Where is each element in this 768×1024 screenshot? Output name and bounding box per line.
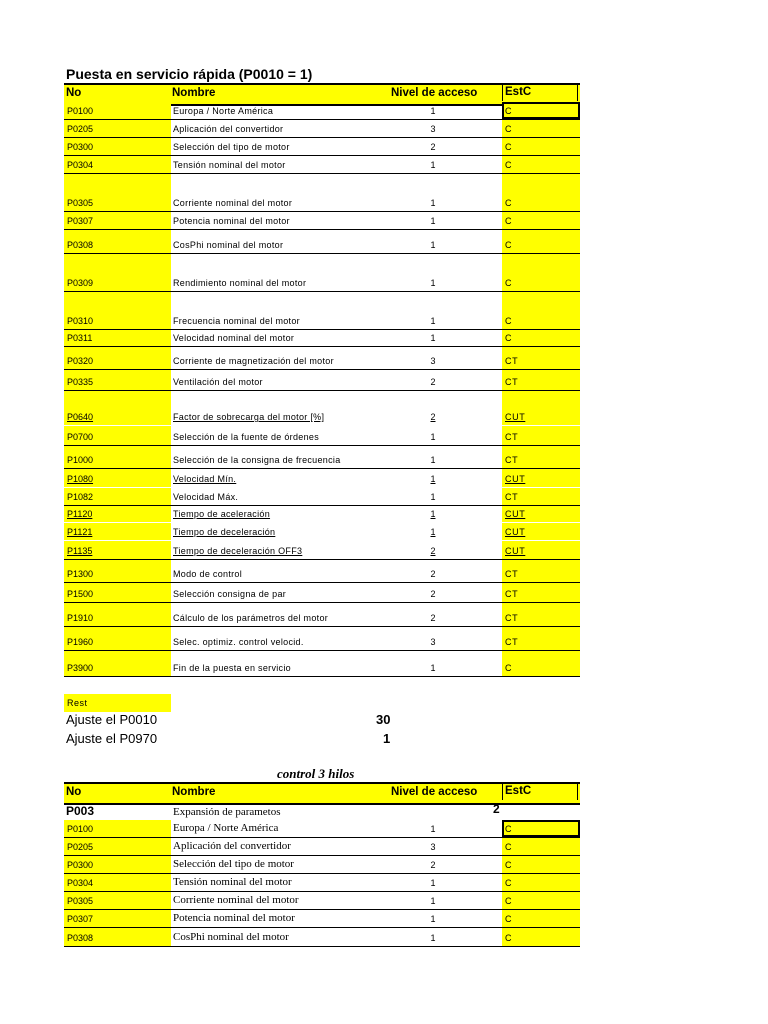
cell-nivel: 1 (430, 663, 436, 673)
cell-nivel: 1 (430, 316, 436, 326)
cell-no: P1300 (64, 560, 171, 582)
cell-nombre: Frecuencia nominal del motor (173, 316, 300, 326)
cell-nivel: 3 (430, 124, 436, 134)
cell-nivel: 1 (430, 824, 436, 834)
table-row (64, 523, 580, 540)
cell-nombre: Tensión nominal del motor (173, 160, 286, 170)
cell-estc: C (502, 230, 580, 253)
header-nivel: Nivel de acceso (391, 786, 478, 798)
header-no: No (66, 87, 82, 99)
p003-nivel: 2 (493, 802, 500, 816)
ajuste1-label: Ajuste el P0010 (66, 712, 158, 727)
cell-estc: C (502, 120, 580, 137)
cell-nombre: Fin de la puesta en servicio (173, 663, 291, 673)
cell-estc: C (502, 254, 580, 291)
table-row (64, 230, 580, 254)
cell-nombre: Aplicación del convertidor (173, 124, 284, 134)
cell-estc: C (502, 102, 580, 119)
cell-nombre: Velocidad Máx. (173, 492, 239, 502)
cell-nombre: Modo de control (173, 569, 243, 579)
cell-estc: CUT (502, 506, 580, 522)
table-row (64, 391, 580, 425)
table-row (64, 560, 580, 583)
cell-estc: CT (502, 488, 580, 505)
cell-no: P1121 (64, 523, 171, 540)
cell-nivel: 1 (430, 278, 436, 288)
cell-estc: CT (502, 583, 580, 602)
cell-nombre: Europa / Norte América (173, 106, 274, 116)
cell-nivel: 2 (430, 546, 436, 556)
cell-estc: CUT (502, 523, 580, 540)
cell-estc: C (502, 910, 580, 927)
table-row (64, 488, 580, 506)
cell-nivel: 1 (430, 474, 436, 484)
cell-nivel: 1 (430, 455, 436, 465)
cell-nivel: 2 (430, 589, 436, 599)
cell-nivel: 1 (430, 240, 436, 250)
cell-nombre: Corriente nominal del motor (173, 894, 299, 906)
section-subtitle: control 3 hilos (277, 766, 355, 781)
cell-nivel: 1 (430, 914, 436, 924)
cell-estc: CT (502, 347, 580, 369)
table-row (64, 212, 580, 230)
cell-no: P1500 (64, 583, 171, 602)
header-estc: EstC (502, 84, 578, 101)
cell-nombre: Selección del tipo de motor (173, 858, 294, 870)
header-no: No (66, 786, 82, 798)
header-nivel: Nivel de acceso (391, 87, 478, 99)
cell-nombre: Corriente nominal del motor (173, 198, 293, 208)
cell-no: P1135 (64, 541, 171, 559)
table-row (64, 254, 580, 292)
cell-nivel: 1 (430, 106, 436, 116)
cell-estc: C (502, 212, 580, 229)
cell-nivel: 1 (430, 527, 436, 537)
table-row (64, 426, 580, 446)
cell-estc: CT (502, 426, 580, 445)
cell-estc: C (502, 651, 580, 676)
cell-no: P1080 (64, 469, 171, 487)
cell-no: P1120 (64, 506, 171, 522)
cell-nombre: CosPhi nominal del motor (173, 240, 284, 250)
cell-estc: C (502, 330, 580, 346)
cell-estc: CT (502, 370, 580, 390)
cell-nombre: Aplicación del convertidor (173, 840, 291, 852)
p003-row (64, 802, 580, 820)
cell-no: P0308 (64, 928, 171, 946)
cell-no: P0320 (64, 347, 171, 369)
cell-estc: C (502, 856, 580, 873)
cell-estc: CT (502, 446, 580, 468)
table-row (64, 446, 580, 469)
cell-no: P0100 (64, 102, 171, 119)
cell-no: P0304 (64, 156, 171, 173)
cell-no: P0300 (64, 138, 171, 155)
cell-estc: CUT (502, 469, 580, 487)
cell-estc: CT (502, 560, 580, 582)
cell-no: P0640 (64, 391, 171, 425)
table-row (64, 892, 580, 910)
cell-no: P0205 (64, 120, 171, 137)
cell-nivel: 3 (430, 637, 436, 647)
cell-nivel: 1 (430, 896, 436, 906)
table-row (64, 370, 580, 391)
cell-nombre: Cálculo de los parámetros del motor (173, 613, 329, 623)
page-title: Puesta en servicio rápida (P0010 = 1) (66, 66, 313, 82)
cell-no: P1960 (64, 627, 171, 650)
cell-estc: C (502, 174, 580, 211)
cell-nivel: 1 (430, 216, 436, 226)
cell-nivel: 2 (430, 377, 436, 387)
cell-estc: C (502, 138, 580, 155)
cell-nivel: 2 (430, 569, 436, 579)
p003-nombre: Expansión de parametos (173, 806, 281, 818)
cell-nombre: Selección de la consigna de frecuencia (173, 455, 341, 465)
cell-nombre: Velocidad nominal del motor (173, 333, 295, 343)
table-row (64, 541, 580, 560)
table-row (64, 292, 580, 330)
p003-no: P003 (66, 804, 95, 818)
cell-no: P0311 (64, 330, 171, 346)
header-nombre: Nombre (172, 87, 216, 99)
cell-no: P0304 (64, 874, 171, 891)
cell-no: P3900 (64, 651, 171, 676)
cell-no: P0300 (64, 856, 171, 873)
cell-nombre: Factor de sobrecarga del motor [%] (173, 412, 325, 422)
cell-nivel: 1 (430, 492, 436, 502)
cell-no: P0205 (64, 838, 171, 855)
cell-nombre: CosPhi nominal del motor (173, 931, 289, 943)
cell-estc: CUT (502, 541, 580, 559)
cell-nombre: Tiempo de aceleración (173, 509, 271, 519)
table-row (64, 174, 580, 212)
cell-no: P0305 (64, 174, 171, 211)
cell-nombre: Tensión nominal del motor (173, 876, 292, 888)
cell-nombre: Selección consigna de par (173, 589, 287, 599)
table-row (64, 120, 580, 138)
cell-estc: C (502, 928, 580, 946)
cell-nivel: 2 (430, 142, 436, 152)
table-row (64, 874, 580, 892)
cell-no: P1000 (64, 446, 171, 468)
cell-nivel: 1 (430, 160, 436, 170)
cell-nombre: Selección del tipo de motor (173, 142, 290, 152)
table-row (64, 347, 580, 370)
cell-estc: C (502, 892, 580, 909)
cell-estc: CUT (502, 391, 580, 425)
cell-estc: C (502, 874, 580, 891)
table-row (64, 156, 580, 174)
table-row (64, 910, 580, 928)
cell-nombre: Selec. optimiz. control velocid. (173, 637, 304, 647)
cell-no: P0335 (64, 370, 171, 390)
cell-nivel: 1 (430, 333, 436, 343)
cell-nivel: 2 (430, 613, 436, 623)
header-estc: EstC (502, 783, 578, 800)
cell-no: P0307 (64, 212, 171, 229)
table-row (64, 820, 580, 838)
cell-nivel: 2 (430, 412, 436, 422)
table-row (64, 627, 580, 651)
rest-label: Rest (64, 694, 171, 712)
table-row (64, 838, 580, 856)
table-row (64, 138, 580, 156)
cell-estc: C (502, 156, 580, 173)
cell-nombre: Corriente de magnetización del motor (173, 356, 334, 366)
table-row (64, 856, 580, 874)
cell-nombre: Tiempo de deceleración (173, 527, 276, 537)
cell-nivel: 1 (430, 878, 436, 888)
cell-no: P0700 (64, 426, 171, 445)
cell-nombre: Selección de la fuente de órdenes (173, 432, 319, 442)
cell-no: P1910 (64, 603, 171, 626)
cell-nombre: Rendimiento nominal del motor (173, 278, 307, 288)
cell-nombre: Ventilación del motor (173, 377, 263, 387)
cell-estc: CT (502, 603, 580, 626)
cell-estc: C (502, 820, 580, 837)
cell-estc: C (502, 838, 580, 855)
table-row (64, 469, 580, 487)
cell-nivel: 2 (430, 860, 436, 870)
ajuste2-value: 1 (383, 731, 391, 746)
cell-nivel: 1 (430, 933, 436, 943)
cell-no: P0100 (64, 820, 171, 837)
cell-nombre: Velocidad Mín. (173, 474, 237, 484)
table-row (64, 330, 580, 347)
cell-nivel: 1 (430, 509, 436, 519)
table-row (64, 928, 580, 947)
cell-estc: C (502, 292, 580, 329)
cell-no: P0308 (64, 230, 171, 253)
ajuste2-label: Ajuste el P0970 (66, 731, 158, 746)
table-row (64, 506, 580, 522)
table-row (64, 583, 580, 603)
cell-estc: CT (502, 627, 580, 650)
table-row (64, 102, 580, 120)
cell-no: P0307 (64, 910, 171, 927)
cell-nivel: 3 (430, 842, 436, 852)
header-nombre: Nombre (172, 786, 216, 798)
cell-nombre: Europa / Norte América (173, 822, 279, 834)
cell-nivel: 1 (430, 432, 436, 442)
cell-nombre: Potencia nominal del motor (173, 216, 290, 226)
cell-nombre: Tiempo de deceleración OFF3 (173, 546, 303, 556)
cell-nivel: 1 (430, 198, 436, 208)
cell-no: P0310 (64, 292, 171, 329)
cell-nombre: Potencia nominal del motor (173, 912, 295, 924)
cell-no: P0309 (64, 254, 171, 291)
table-row (64, 651, 580, 677)
cell-no: P1082 (64, 488, 171, 505)
ajuste1-value: 30 (376, 712, 391, 727)
cell-no: P0305 (64, 892, 171, 909)
table-row (64, 603, 580, 627)
cell-nivel: 3 (430, 356, 436, 366)
